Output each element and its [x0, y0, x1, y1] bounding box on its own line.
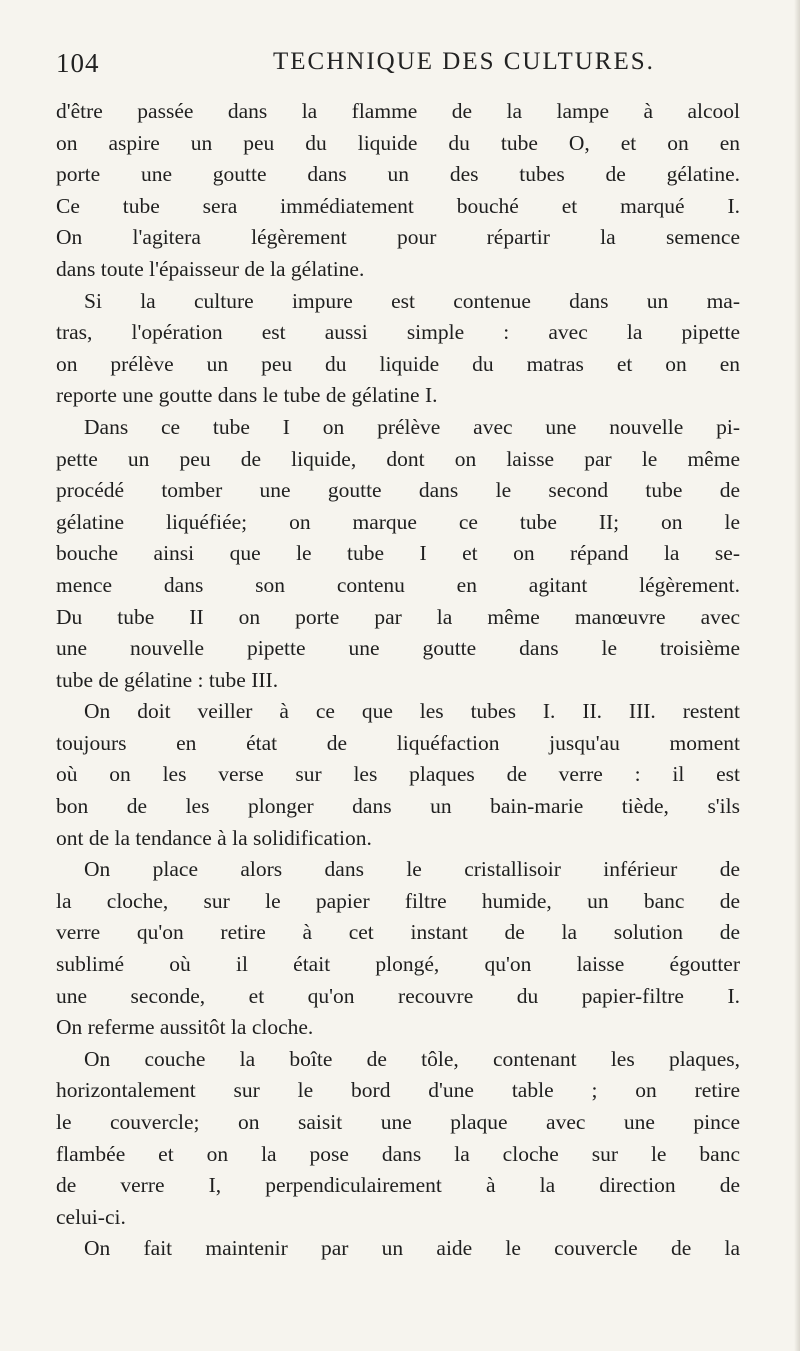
text-line: on aspire un peu du liquide du tube O, et on en: [56, 130, 740, 155]
text-line: d'être passée dans la flamme de la lampe à alcool: [56, 99, 740, 123]
text-line: une nouvelle pipette une goutte dans le troisième: [56, 636, 740, 661]
text-line: bon de les plonger dans un bain-marie tiède, s'ils: [56, 794, 740, 819]
text-line: dans toute l'épaisseur de la gélatine.: [56, 256, 365, 281]
text-line: verre qu'on retire à cet instant de la solution de: [56, 920, 740, 945]
text-line: ont de la tendance à la solidification.: [56, 825, 372, 850]
text-line: pette un peu de liquide, dont on laisse par le même: [56, 446, 740, 471]
text-line: sublimé où il était plongé, qu'on laisse égoutter: [56, 952, 740, 977]
text-line: flambée et on la pose dans la cloche sur le banc: [56, 1141, 740, 1166]
text-line: celui-ci.: [56, 1204, 126, 1229]
text-line: toujours en état de liquéfaction jusqu'au moment: [56, 730, 740, 755]
page-edge-shadow: [794, 0, 800, 1351]
text-line: où on les verse sur les plaques de verre : il est: [56, 762, 740, 787]
paragraph-start: Si la culture impure est contenue dans un ma-: [84, 288, 740, 313]
text-line: horizontalement sur le bord d'une table ; on retire: [56, 1078, 740, 1103]
text-line: bouche ainsi que le tube I et on répand la se-: [56, 541, 740, 566]
paragraph-start: On place alors dans le cristallisoir inférieur de: [84, 857, 740, 882]
text-line: porte une goutte dans un des tubes de gélatine.: [56, 162, 740, 187]
paragraph-start: Dans ce tube I on prélève avec une nouvelle pi-: [84, 414, 740, 439]
page-number: 104: [56, 48, 100, 78]
paragraph-start: On couche la boîte de tôle, contenant les plaques,: [84, 1046, 740, 1071]
body-text: [56, 96, 740, 1265]
text-line: tras, l'opération est aussi simple : avec la pipette: [56, 320, 740, 345]
text-line: On referme aussitôt la cloche.: [56, 1015, 314, 1040]
text-line: une seconde, et qu'on recouvre du papier-filtre I.: [56, 983, 740, 1008]
text-line: le couvercle; on saisit une plaque avec une pince: [56, 1110, 740, 1134]
text-line: reporte une goutte dans le tube de gélatine I.: [56, 383, 438, 408]
text-line: On l'agitera légèrement pour répartir la semence: [56, 225, 740, 250]
text-line: gélatine liquéfiée; on marque ce tube II; on le: [56, 509, 740, 534]
text-line: mence dans son contenu en agitant légèrement.: [56, 572, 740, 597]
page-header: [56, 48, 736, 84]
running-title: TECHNIQUE DES CULTURES.: [273, 48, 655, 75]
paragraph-start: On doit veiller à ce que les tubes I. II. III. restent: [84, 699, 740, 724]
paragraph-start: On fait maintenir par un aide le couvercle de la: [84, 1236, 740, 1261]
text-line: Du tube II on porte par la même manœuvre avec: [56, 604, 740, 629]
text-line: de verre I, perpendiculairement à la direction de: [56, 1173, 740, 1198]
text-line: procédé tomber une goutte dans le second tube de: [56, 478, 740, 503]
text-line: tube de gélatine : tube III.: [56, 667, 279, 692]
text-line: Ce tube sera immédiatement bouché et marqué I.: [56, 193, 740, 218]
text-line: la cloche, sur le papier filtre humide, un banc de: [56, 888, 740, 913]
text-line: on prélève un peu du liquide du matras et on en: [56, 351, 740, 376]
